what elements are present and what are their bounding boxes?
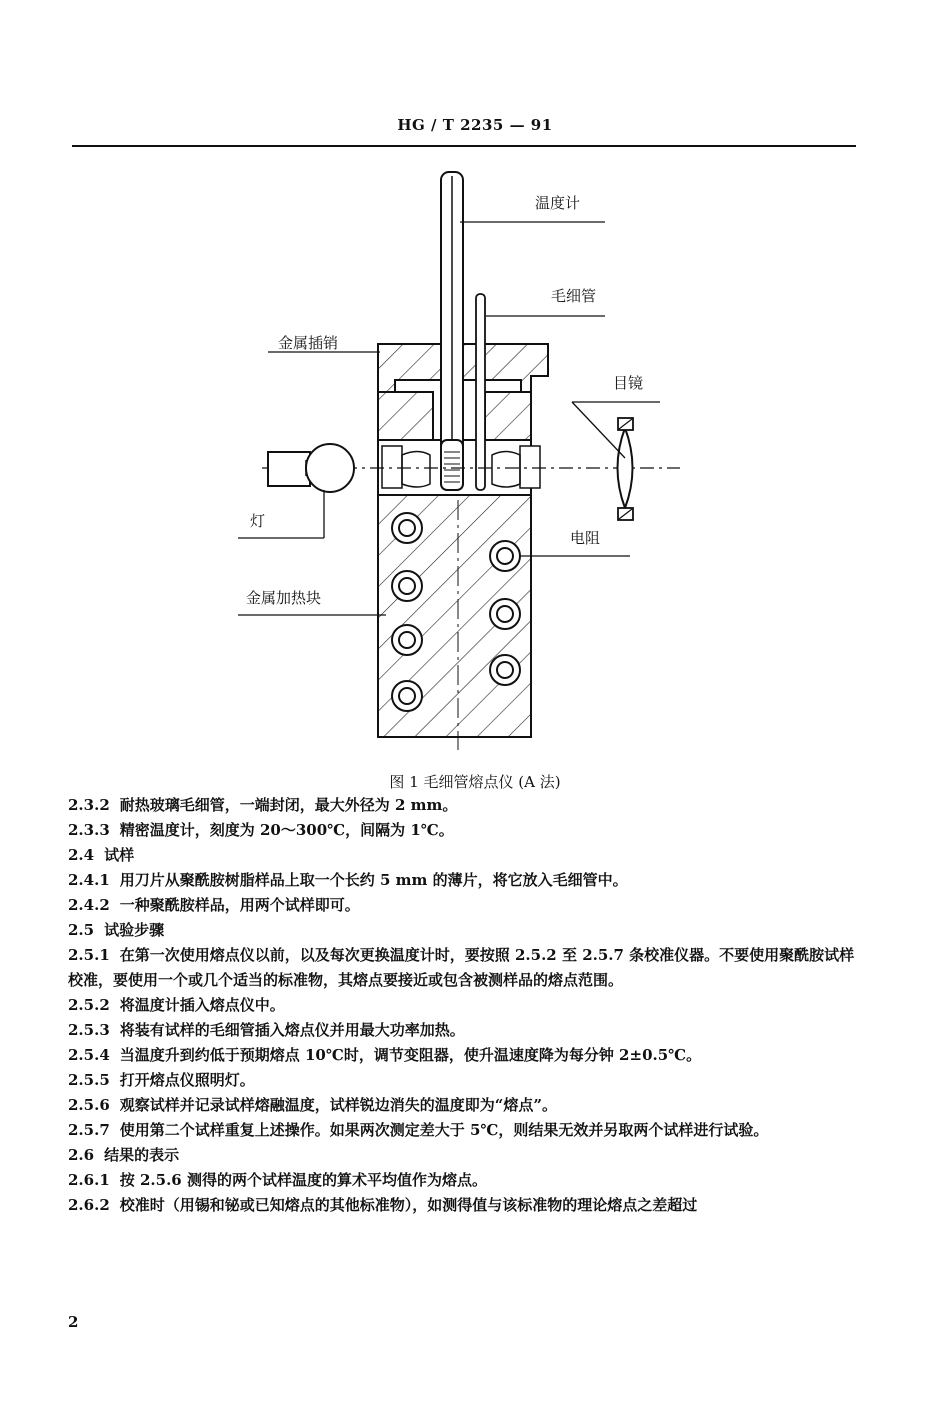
upper-block-right — [485, 392, 531, 440]
document-number-header: HG / T 2235 — 91 — [397, 116, 553, 134]
window-left — [382, 446, 402, 488]
apparatus-diagram — [0, 150, 950, 770]
label-resistor: 电阻 — [570, 529, 601, 547]
paragraph: 2.5.5 打开熔点仪照明灯。 — [68, 1071, 255, 1089]
paragraph: 2.6.2 校准时（用锡和铋或已知熔点的其他标准物），如测得值与该标准物的理论熔点之差超过 — [68, 1196, 698, 1214]
capillary-shape — [476, 294, 485, 490]
label-capillary: 毛细管 — [551, 287, 597, 305]
paragraph: 2.5.2 将温度计插入熔点仪中。 — [68, 996, 285, 1014]
section-heading: 2.5 试验步骤 — [68, 921, 165, 939]
label-heating-block: 金属加热块 — [246, 589, 322, 607]
section-heading: 2.4 试样 — [68, 846, 135, 864]
upper-block-left — [378, 392, 433, 440]
paragraph: 2.4.2 一种聚酰胺样品，用两个试样即可。 — [68, 896, 360, 914]
label-metal-pin: 金属插销 — [278, 334, 339, 352]
paragraph: 2.5.4 当温度升到约低于预期熔点 10℃时，调节变阻器，使升温速度降为每分钟 2±0.5℃。 — [68, 1046, 702, 1064]
paragraph: 2.6.1 按 2.5.6 测得的两个试样温度的算术平均值作为熔点。 — [68, 1171, 487, 1189]
figure-caption: 图 1 毛细管熔点仪 (A 法) — [389, 773, 561, 791]
paragraph: 2.4.1 用刀片从聚酰胺树脂样品上取一个长约 5 mm 的薄片，将它放入毛细管中。 — [68, 871, 628, 889]
figure-melting-point-apparatus — [0, 150, 950, 770]
paragraph: 2.5.3 将装有试样的毛细管插入熔点仪并用最大功率加热。 — [68, 1021, 465, 1039]
label-lamp: 灯 — [250, 512, 266, 530]
body-text — [68, 793, 858, 1218]
window-right — [520, 446, 540, 488]
lamp-bulb — [306, 444, 354, 492]
section-heading: 2.6 结果的表示 — [68, 1146, 180, 1164]
lamp-base — [268, 452, 310, 486]
paragraph: 2.5.1 在第一次使用熔点仪以前，以及每次更换温度计时，要按照 2.5.2 至 2.5.7 条校准仪器。不要使用聚酰胺试样校准，要使用一个或几个适当的标准物，其熔点要接近或包含被测样品的熔点范围。 — [68, 946, 855, 989]
paragraph: 2.5.7 使用第二个试样重复上述操作。如果两次测定差大于 5℃，则结果无效并另取两个试样进行试验。 — [68, 1121, 769, 1139]
label-eyepiece: 目镜 — [613, 374, 644, 392]
label-thermometer: 温度计 — [535, 194, 581, 212]
paragraph: 2.3.2 耐热玻璃毛细管，一端封闭，最大外径为 2 mm。 — [68, 796, 458, 814]
paragraph: 2.5.6 观察试样并记录试样熔融温度，试样锐边消失的温度即为“熔点”。 — [68, 1096, 558, 1114]
paragraph: 2.3.3 精密温度计，刻度为 20～300℃，间隔为 1℃。 — [68, 821, 454, 839]
eyepiece-lens — [618, 428, 633, 508]
page-number: 2 — [68, 1313, 79, 1331]
header-rule — [72, 145, 856, 147]
